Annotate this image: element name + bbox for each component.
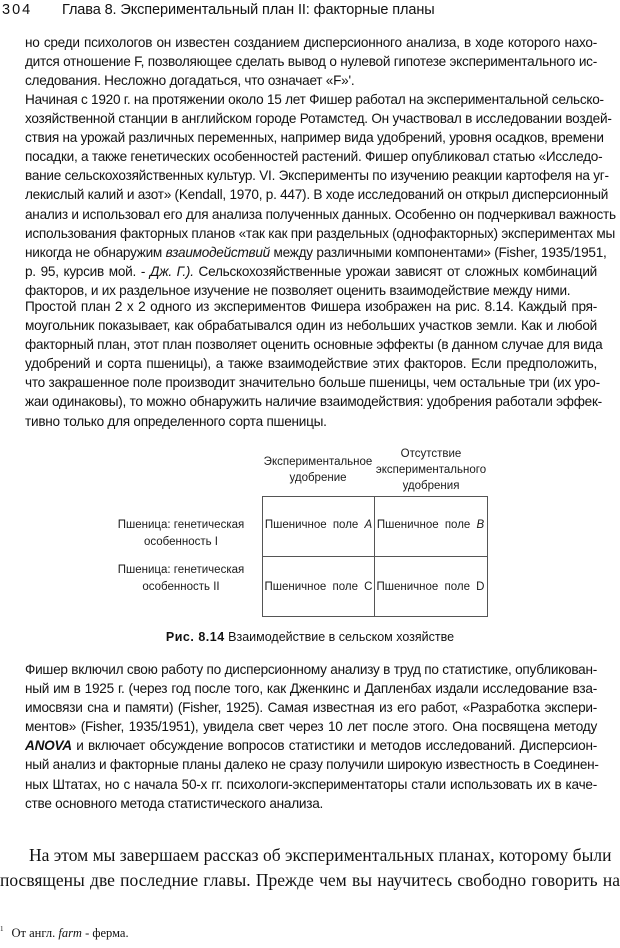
cell-field-a — [263, 519, 374, 531]
text-line: жаи одинаковы), то можно обнаружить наличие взаимодействия: удобрения работали эффек- — [25, 394, 602, 410]
italic-emphasis: Дж. Г.). — [149, 263, 194, 279]
text-line: На этом мы завершаем рассказ об экспериментальных планах, которому были — [29, 845, 612, 865]
cell-letter: D — [476, 581, 485, 593]
footnote-italic: farm — [58, 926, 82, 940]
caption-label: Рис. 8.14 — [165, 630, 225, 644]
chapter-title: Глава 8. Экспериментальный план II: факторные планы — [62, 2, 435, 18]
text-line: ствия на урожай различных переменных, например вида удобрений, уровня осадков, времени — [25, 130, 604, 146]
text-line: стве основного метода статистического анализа. — [25, 795, 324, 811]
paragraph-4 — [25, 660, 597, 813]
text-line: ный анализ и факторные планы далеко не сразу получили широкую известность в Соединен- — [25, 757, 599, 773]
text-span: и включает обсуждение вопросов статистики и методов исследований. Дисперсион- — [71, 738, 597, 754]
header-line: Экспериментальное — [263, 456, 373, 468]
cell-label: Пшеничное поле — [264, 519, 365, 531]
text-line: что закрашенное поле производит значительно больше пшеницы, чем остальные три (их уро- — [25, 375, 600, 391]
text-span: между различными компонентами» (Fisher, 1935/1951, — [270, 244, 607, 260]
text-span: Сельскохозяйственные урожаи зависят от сложных комбинаций — [193, 263, 598, 279]
paragraph-5 — [0, 843, 620, 893]
text-line — [25, 262, 597, 281]
text-line: анализ и использовал его для анализа полученных данных. Особенно он подчеркивал важность — [25, 206, 616, 222]
header-line: Отсутствие — [400, 448, 462, 460]
header-line: Пшеница: генетическая — [117, 519, 245, 531]
text-line: Начиная с 1920 г. на протяжении около 15 лет Фишер работал на экспериментальной сельско- — [25, 92, 604, 107]
text-line: факторный план, этот план позволяет оценить основные эффекты (в данном случае для вида — [25, 337, 603, 353]
text-line: ных Штатах, но с начала 50-х гг. психологи-экспериментаторы стали использовать их в каче- — [25, 776, 597, 792]
cell-letter: C — [364, 581, 373, 593]
footnote-text: - ферма. — [81, 926, 129, 940]
header-line: удобрения — [402, 480, 460, 492]
text-line: дится отношение F, позволяющее сделать вывод о нулевой гипотезе экспериментального ис- — [25, 54, 597, 70]
column-header-fertilizer — [262, 454, 374, 486]
text-line — [25, 243, 607, 262]
footnote — [0, 925, 129, 941]
cell-letter: B — [476, 519, 485, 531]
text-line: Простой план 2 x 2 одного из экспериментов Фишера изображен на рис. 8.14. Каждый пря- — [25, 299, 597, 314]
caption-text: Взаимодействие в сельском хозяйстве — [224, 630, 455, 644]
text-line: хозяйственной станции в английском городе Ротамстед. Он участвовал в исследовании воздей- — [25, 111, 612, 127]
italic-emphasis: взаимодействий — [165, 244, 270, 260]
page-number: 304 — [2, 2, 33, 18]
text-line: имосвязи сна и памяти) (Fisher, 1925). Самая известная из его работ, «Разработка экспери- — [25, 700, 597, 716]
paragraph-1 — [25, 33, 597, 90]
anova-term: ANOVA — [25, 738, 72, 754]
footnote-text: От англ. — [11, 926, 59, 940]
cell-field-c — [263, 581, 374, 593]
cell-field-b — [375, 519, 486, 531]
text-line: ментов» (Fisher, 1935/1951), увидела свет через 10 лет после этого. Она посвящена методу — [25, 719, 597, 735]
header-line: удобрение — [289, 472, 347, 484]
text-line: ный им в 1925 г. (через год после того, как Дженкинс и Дапленбах издали исследование вза- — [25, 681, 597, 697]
text-span: p. 95, курсив мой. - — [25, 263, 150, 279]
figure-8-14 — [0, 440, 620, 650]
text-line: Фишер включил свою работу по дисперсионному анализу в труд по статистике, опубликован- — [25, 662, 597, 677]
paragraph-2 — [25, 90, 616, 300]
cell-label: Пшеничное поле — [376, 581, 477, 593]
text-line — [25, 736, 597, 755]
grid-divider-horizontal — [263, 556, 487, 557]
header-line: экспериментального — [375, 464, 487, 476]
header-line: особенность II — [142, 581, 220, 593]
row-header-trait-1 — [106, 517, 256, 551]
header-line: Пшеница: генетическая — [117, 564, 245, 576]
text-line: посвящены две последние главы. Прежде чем вы научитесь свободно говорить на — [0, 870, 620, 890]
text-span: никогда не обнаружим — [25, 244, 166, 260]
text-line: использования факторных планов «так как при раздельных (однофакторных) экспериментах мы — [25, 225, 615, 241]
header-line: особенность I — [143, 536, 219, 548]
text-line: удобрений и сорта пшеницы), а также взаимодействие этих факторов. Если предположить, — [25, 356, 597, 372]
text-line: но среди психологов он известен созданием дисперсионного анализа, в ходе которого нахо- — [25, 35, 597, 50]
text-line: вание сельскохозяйственных культур. VI. Эксперименты по изучению реакции картофеля на уг- — [25, 168, 609, 184]
text-line: лекислый калий и азот» (Kendall, 1970, p. 447). В ходе исследований он открыл дисперсионный — [25, 187, 609, 203]
figure-caption — [0, 630, 620, 644]
page-header — [2, 2, 435, 18]
cell-letter: A — [364, 519, 373, 531]
text-line: следования. Несложно догадаться, что означает «F»'. — [25, 73, 355, 89]
text-line: факторов, и их раздельное изучение не позволяет оценить взаимодействие между ними. — [25, 282, 571, 298]
footnote-marker: 1 — [0, 925, 4, 933]
cell-label: Пшеничное поле — [264, 581, 365, 593]
column-header-no-fertilizer — [374, 446, 488, 494]
row-header-trait-2 — [106, 562, 256, 596]
cell-field-d — [375, 581, 486, 593]
paragraph-3 — [25, 297, 603, 431]
cell-label: Пшеничное поле — [376, 519, 477, 531]
text-line: моугольник показывает, как обрабатывался один из небольших участков земли. Как и любой — [25, 318, 597, 334]
factorial-grid — [262, 496, 488, 617]
text-line: тивно только для определенного сорта пшеницы. — [25, 413, 327, 429]
text-line: посадки, а также генетических особенностей растений. Фишер опубликовал статью «Исследо- — [25, 149, 603, 165]
